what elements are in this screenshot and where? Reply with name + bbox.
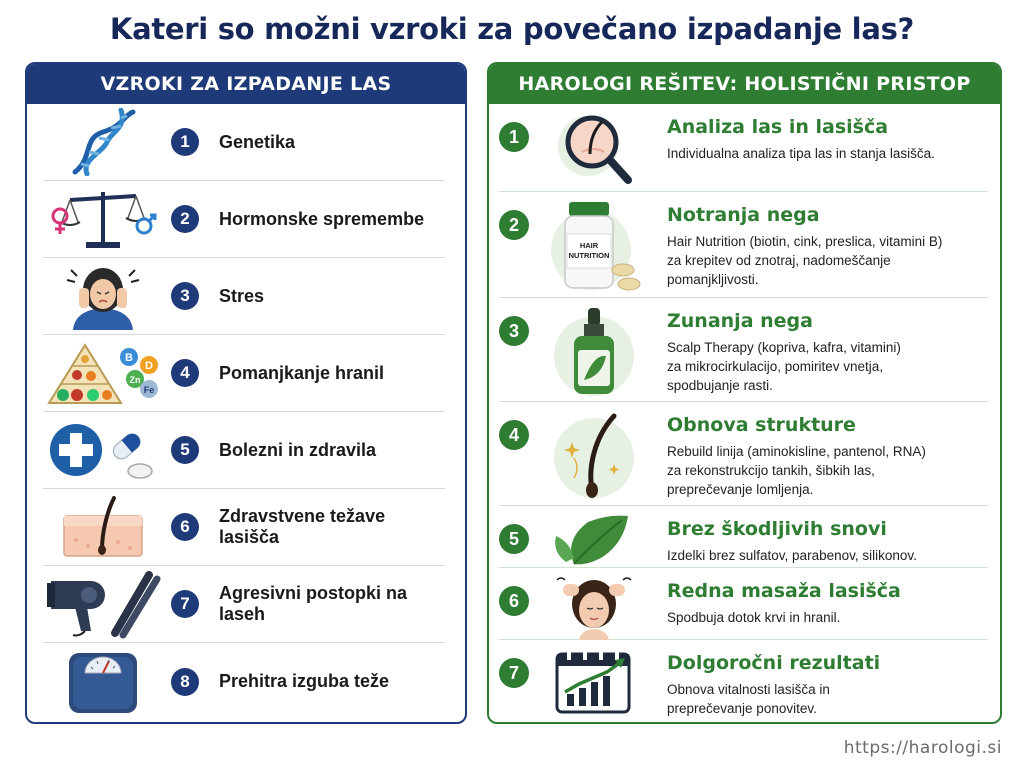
solution-desc-line: preprečevanje ponovitev. — [667, 701, 817, 716]
cause-number: 1 — [171, 128, 199, 156]
hair-strand-sparkle-icon — [529, 408, 659, 504]
scalp-massage-icon — [529, 574, 659, 640]
cause-label: Bolezni in zdravila — [219, 439, 377, 460]
vitamin-fe-label: Fe — [143, 385, 155, 395]
solution-item — [499, 402, 988, 506]
solution-desc-line: Spodbuja dotok krvi in hranil. — [667, 610, 841, 625]
vitamin-b-label: B — [125, 352, 133, 364]
solution-text — [659, 304, 901, 395]
vitamin-zn-label: Zn — [129, 375, 141, 385]
cause-label: Hormonske spremembe — [219, 208, 425, 229]
solution-text — [659, 512, 917, 565]
solution-number: 3 — [499, 316, 529, 346]
solution-text — [659, 110, 935, 163]
solution-desc-line: Izdelki brez sulfatov, parabenov, silikonov. — [667, 548, 917, 563]
solution-number: 7 — [499, 658, 529, 688]
solution-text — [659, 198, 942, 289]
solution-number: 1 — [499, 122, 529, 152]
solution-desc-line: preprečevanje lomljenja. — [667, 482, 814, 497]
solution-title: Analiza las in lasišča — [667, 116, 889, 138]
causes-header: VZROKI ZA IZPADANJE LAS — [27, 64, 465, 104]
hairdryer-straightener-icon — [43, 569, 163, 639]
solution-desc-line: Scalp Therapy (kopriva, kafra, vitamini) — [667, 340, 901, 355]
solution-desc-line: za rekonstrukcijo tankih, šibkih las, — [667, 463, 875, 478]
calendar-growth-chart-icon — [529, 646, 659, 716]
solution-title: Redna masaža lasišča — [667, 580, 901, 602]
solution-desc — [667, 546, 917, 565]
solution-number: 2 — [499, 210, 529, 240]
bathroom-scale-icon — [43, 647, 163, 717]
stressed-woman-icon — [43, 261, 163, 331]
solution-item — [499, 506, 988, 568]
solution-text — [659, 408, 926, 499]
gender-scale-icon — [43, 184, 163, 254]
solution-title: Dolgoročni rezultati — [667, 652, 881, 674]
cause-label: Prehitra izguba teže — [219, 671, 390, 691]
svg-text:HAIR: HAIR — [579, 241, 599, 250]
medical-cross-pill-icon — [43, 415, 163, 485]
solution-desc-line: Rebuild linija (aminokisline, pantenol, RNA) — [667, 444, 926, 459]
solution-number: 5 — [499, 524, 529, 554]
solution-desc-line: za mikrocirkulacijo, pomiritev vnetja, — [667, 359, 884, 374]
dna-icon — [43, 107, 163, 177]
cause-number: 7 — [171, 590, 199, 618]
cause-label: Agresivni postopki na laseh — [219, 583, 408, 624]
cause-number: 6 — [171, 513, 199, 541]
cause-item — [43, 643, 445, 720]
causes-list — [27, 104, 465, 720]
svg-text:NUTRITION: NUTRITION — [568, 251, 610, 260]
cause-item — [43, 566, 445, 643]
page-title: Kateri so možni vzroki za povečano izpadanje las? — [109, 12, 915, 46]
solution-item — [499, 568, 988, 640]
solution-item — [499, 192, 988, 298]
solution-desc — [667, 680, 880, 718]
cause-label: Stres — [219, 285, 265, 306]
solution-desc — [667, 232, 942, 289]
cause-label: Pomanjkanje hranil — [219, 362, 385, 383]
cause-label: Zdravstvene težave lasišča — [219, 506, 386, 547]
scalp-skin-hair-icon — [43, 492, 163, 562]
causes-panel — [25, 62, 467, 724]
dropper-bottle-icon — [529, 304, 659, 400]
solution-title: Obnova strukture — [667, 414, 856, 436]
cause-item — [43, 181, 445, 258]
solution-desc — [667, 144, 935, 163]
cause-item — [43, 489, 445, 566]
solution-title: Brez škodljivih snovi — [667, 518, 887, 540]
solution-text — [659, 574, 901, 627]
solution-desc-line: Obnova vitalnosti lasišča in — [667, 682, 830, 697]
solution-desc-line: za krepitev od znotraj, nadomeščanje — [667, 253, 891, 268]
supplement-bottle-icon — [529, 198, 659, 296]
solution-desc-line: pomanjkljivosti. — [667, 272, 759, 287]
solution-desc-line: Individualna analiza tipa las in stanja lasišča. — [667, 146, 935, 161]
solution-item — [499, 104, 988, 192]
solution-number: 4 — [499, 420, 529, 450]
food-pyramid-vitamins-icon — [43, 338, 163, 408]
solution-desc — [667, 338, 901, 395]
cause-number: 3 — [171, 282, 199, 310]
solution-desc-line: spodbujanje rasti. — [667, 378, 773, 393]
cause-label: Genetika — [219, 131, 296, 152]
cause-number: 5 — [171, 436, 199, 464]
cause-item — [43, 412, 445, 489]
solution-desc-line: Hair Nutrition (biotin, cink, preslica, vitamini B) — [667, 234, 943, 249]
magnifier-hair-icon — [529, 110, 659, 190]
solution-item — [499, 640, 988, 720]
footer-url[interactable]: https://harologi.si — [843, 738, 1002, 758]
solutions-header: HAROLOGI REŠITEV: HOLISTIČNI PRISTOP — [489, 64, 1000, 104]
solution-text — [659, 646, 880, 718]
cause-item — [43, 335, 445, 412]
cause-number: 4 — [171, 359, 199, 387]
solution-desc — [667, 608, 901, 627]
vitamin-d-label: D — [145, 360, 153, 372]
solution-number: 6 — [499, 586, 529, 616]
solutions-panel — [487, 62, 1002, 724]
solution-title: Notranja nega — [667, 204, 820, 226]
cause-number: 2 — [171, 205, 199, 233]
cause-item — [43, 258, 445, 335]
cause-number: 8 — [171, 668, 199, 696]
cause-item — [43, 104, 445, 181]
leaf-icon — [529, 512, 659, 568]
solution-item — [499, 298, 988, 402]
solution-title: Zunanja nega — [667, 310, 813, 332]
solution-desc — [667, 442, 926, 499]
